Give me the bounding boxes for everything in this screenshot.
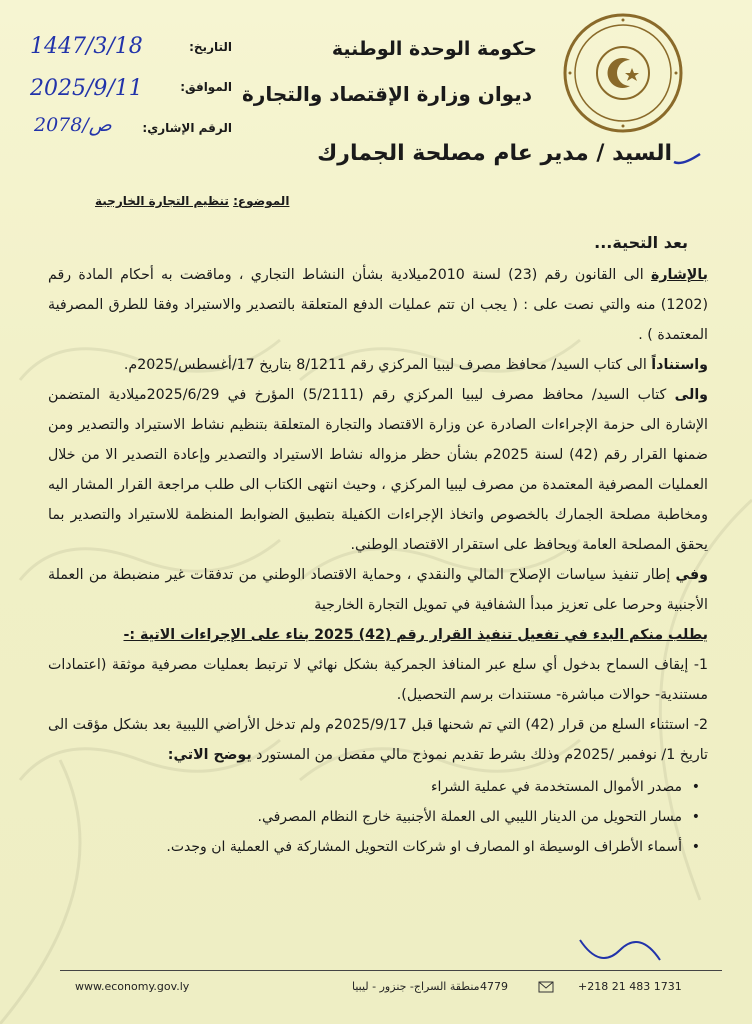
corresponding-date-label: الموافق:: [180, 80, 232, 94]
paragraph-procedures-package: [48, 380, 708, 560]
list-item: • أسماء الأطراف الوسيطة او المصارف او شركات التحويل المشاركة في العملية ان وجدت.: [48, 832, 682, 862]
reference-number-handwritten: 2078/ص: [34, 114, 112, 136]
subject-line: [95, 194, 289, 208]
addressee: السيد / مدير عام مصلحة الجمارك: [317, 141, 672, 166]
p1-text: الى القانون رقم (23) لسنة 2010ميلادية بشأن النشاط التجاري ، وماقضت به أحكام المادة رقم (1202) منه والتي نصت على : ( يجب ان تتم عمليات الدفع المتعلقة بالتصدير والاستيراد وفقا للطرق المصرفية المعتمدة ) .: [48, 267, 708, 343]
list-item: • مسار التحويل من الدينار الليبي الى العملة الأجنبية خارج النظام المصرفي.: [48, 802, 682, 832]
footer-divider: [60, 970, 722, 971]
procedure-item-2: [48, 710, 708, 770]
letter-body: [48, 226, 708, 862]
hijri-date-handwritten: 1447/3/18: [30, 34, 143, 59]
p3-text: كتاب السيد/ محافظ مصرف ليبيا المركزي رقم (5/2111) المؤرخ في 2025/6/29ميلادية المتضمن الإشارة الى حزمة الإجراءات الصادرة عن وزارة الاقتصاد والتجارة المتعلقة بتنظيم نشاط الاستيراد والتصدير ومن ضمنها القرار رقم (42) لسنة 2025م بشأن حظر مزواله نشاط الاستيراد والتصدير وإعادة التصدير الا من خلال العمليات المصرفية المعتمدة من مصرف ليبيا المركزي ، وحيث انتهى الكتاب الى طلب مراجعة القرار المشار اليه ومخاطبة مصلحة الجمارك بالخصوص واتخاذ الإجراءات الكفيلة بتطبيق الضوابط المنظمة للاستيراد والتصدير بما يحقق المصلحة العامة ويحافظ على استقرار الاقتصاد الوطني.: [48, 387, 708, 553]
subject-label: الموضوع:: [233, 194, 290, 208]
mailbox-icon: [538, 981, 554, 993]
reference-number-label: الرقم الإشاري:: [142, 121, 232, 135]
procedure-item-1: 1- إيقاف السماح بدخول أي سلع عبر المنافذ الجمركية بشكل نهائي لا ترتبط بعمليات مصرفية موثقة (اعتمادات مستندية- حوالات مباشرة- مستندات برسم التحصيل).: [48, 657, 708, 703]
state-seal-icon: [560, 10, 686, 136]
subject-value: تنظيم التجارة الخارجية: [95, 194, 229, 208]
greeting: بعد التحية...: [594, 233, 688, 252]
ministry-name: ديوان وزارة الإقتصاد والتجارة: [242, 82, 532, 106]
paragraph-governor-letter: [48, 350, 708, 380]
paragraph-reform-policies: [48, 560, 708, 620]
footer-phone: +218 21 483 1731: [578, 980, 682, 993]
handwritten-mark-icon: [672, 150, 702, 170]
p4-text: إطار تنفيذ سياسات الإصلاح المالي والنقدي ، وحماية الاقتصاد الوطني من تدفقات غير منضبطة من العملة الأجنبية وحرصا على تعزيز مبدأ الشفافية في تمويل التجارة الخارجية: [48, 567, 708, 613]
item2-tail: يوضح الاتي:: [167, 747, 252, 763]
p3-lead: والى: [674, 387, 709, 403]
item2-text: 2- استثناء السلع من قرار (42) التي تم شحنها قبل 2025/9/17م ولم تدخل الأراضي الليبية بعد بشكل مؤقت الى تاريخ 1/ نوفمبر /2025م وذلك بشرط تقديم نموذج مالي مفصل من المستورد: [48, 717, 709, 763]
signature-mark-icon: [575, 930, 665, 980]
p1-lead: بالإشارة: [650, 267, 709, 283]
footer-po-box: 4779: [480, 980, 508, 993]
footer-address: منطقة السراج- جنزور - ليبيا: [352, 980, 480, 993]
required-details-list: [48, 772, 708, 862]
p4-lead: وفي: [675, 567, 708, 583]
footer-website: www.economy.gov.ly: [75, 980, 190, 993]
request-line: يطلب منكم البدء في تفعيل تنفيذ القرار رقم (42) 2025 بناء على الإجراءات الاتية :-: [123, 627, 708, 643]
list-item: • مصدر الأموال المستخدمة في عملية الشراء: [48, 772, 682, 802]
p2-lead: واستناداً: [651, 357, 708, 373]
gregorian-date-handwritten: 2025/9/11: [30, 76, 143, 101]
government-name: حكومة الوحدة الوطنية: [331, 38, 537, 60]
paragraph-reference-law: [48, 260, 708, 350]
p2-text: الى كتاب السيد/ محافظ مصرف ليبيا المركزي رقم 8/1211 بتاريخ 17/أغسطس/2025م.: [123, 357, 647, 373]
date-label: التاريخ:: [189, 40, 232, 54]
